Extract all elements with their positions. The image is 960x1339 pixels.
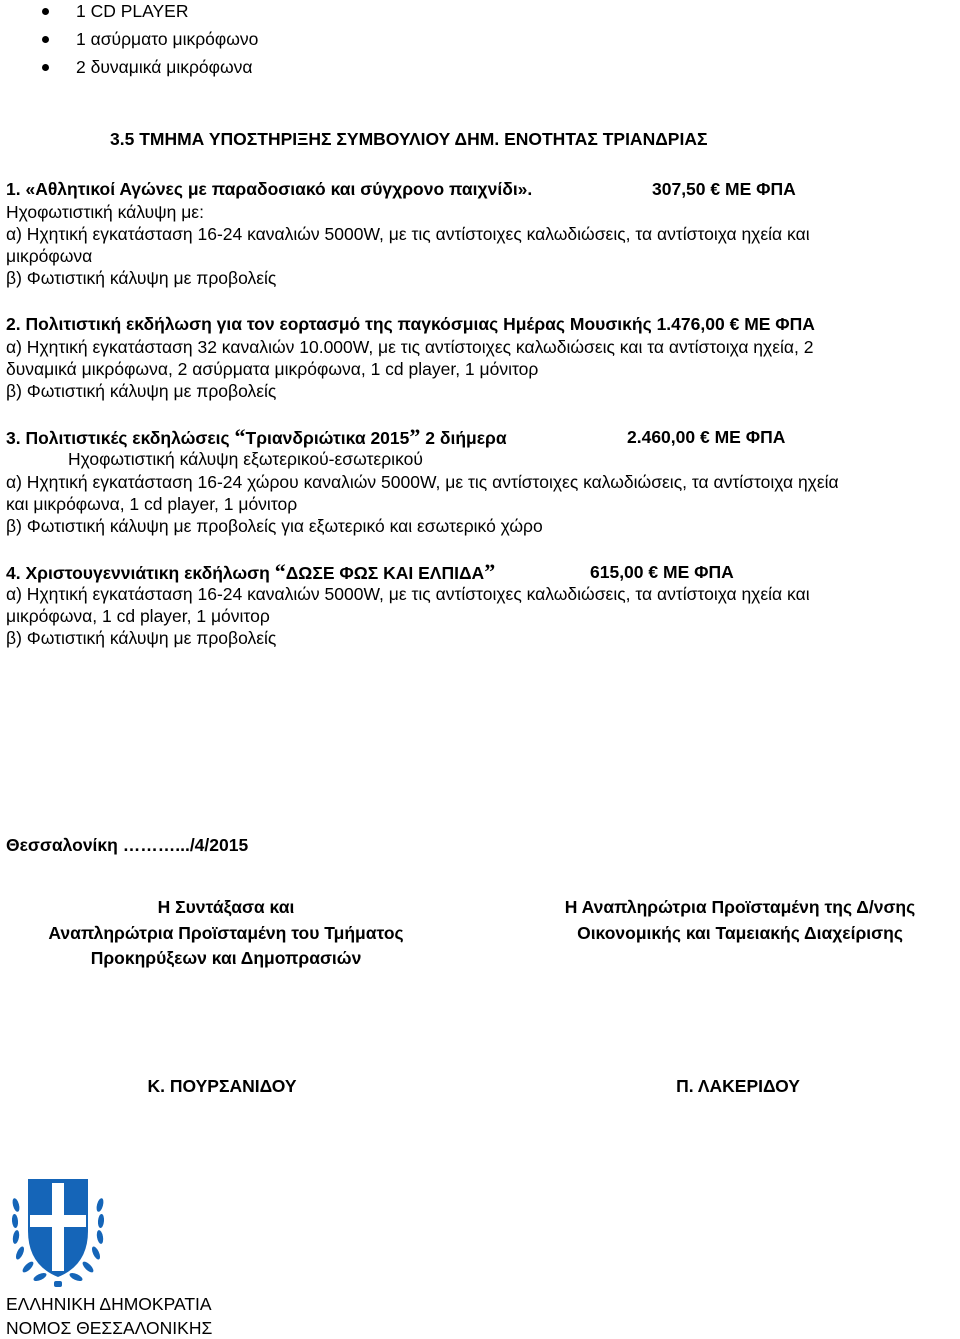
item4-b: β) Φωτιστική κάλυψη με προβολείς (6, 628, 277, 648)
euro-icon: € (710, 179, 721, 199)
bullet-dot (42, 64, 49, 71)
item3-event: Τριανδριώτικα 2015 (245, 428, 410, 448)
euro-icon: € (648, 562, 659, 582)
item1-title: 1. «Αθλητικοί Αγώνες με παραδοσιακό και σύγχρονο παιχνίδι». (6, 179, 533, 199)
item3-b: β) Φωτιστική κάλυψη με προβολείς για εξωτερικό και εσωτερικό χώρο (6, 516, 543, 536)
item2-a-line2: δυναμικά μικρόφωνα, 2 ασύρματα μικρόφωνα, 1 cd player, 1 μόνιτορ (6, 359, 539, 379)
item3-a-line1: α) Ηχητική εγκατάσταση 16-24 χώρου καναλιών 5000W, με τις αντίστοιχες καλωδιώσεις, τα αντίστοιχα ηχεία (6, 472, 839, 492)
item4-vat: ΜΕ ΦΠΑ (663, 562, 734, 582)
close-quote: ” (484, 559, 496, 584)
item4-heading (6, 561, 495, 584)
item3-title-suffix: 2 διήμερα (425, 428, 507, 448)
signatory-left-line2: Αναπληρώτρια Προϊσταμένη του Τμήματος (48, 923, 404, 943)
bullet-item: 2 δυναμικά μικρόφωνα (76, 57, 253, 77)
footer-line1: ΕΛΛΗΝΙΚΗ ΔΗΜΟΚΡΑΤΙΑ (6, 1294, 212, 1314)
signatory-left-line3: Προκηρύξεων και Δημοπρασιών (90, 948, 362, 968)
signatory-right-name: Π. ΛΑΚΕΡΙΔΟΥ (676, 1076, 800, 1096)
close-quote: ” (409, 424, 421, 449)
bullet-item: 1 CD PLAYER (76, 1, 189, 21)
item1-intro: Ηχοφωτιστική κάλυψη με: (6, 202, 204, 222)
open-quote: “ (274, 559, 286, 584)
signatory-left-line1: Η Συντάξασα και (157, 897, 295, 917)
euro-icon: € (700, 427, 710, 447)
item2-a-line1: α) Ηχητική εγκατάσταση 32 καναλιών 10.000W, με τις αντίστοιχες καλωδιώσεις και τα αντίστοιχα ηχεία, 2 (6, 337, 814, 357)
item3-price-value: 2.460,00 (627, 427, 696, 447)
item2-heading (6, 313, 815, 335)
item3-price (627, 426, 785, 448)
bullet-dot (42, 8, 49, 15)
item4-event: ΔΩΣΕ ΦΩΣ ΚΑΙ ΕΛΠΙΔΑ (285, 563, 485, 583)
item2-b: β) Φωτιστική κάλυψη με προβολείς (6, 381, 277, 401)
date-line: Θεσσαλονίκη ……….../4/2015 (6, 835, 249, 855)
item1-price (652, 178, 796, 200)
section-heading: 3.5 ΤΜΗΜΑ ΥΠΟΣΤΗΡΙΞΗΣ ΣΥΜΒΟΥΛΙΟΥ ΔΗΜ. ΕΝΟΤΗΤΑΣ ΤΡΙΑΝΔΡΙΑΣ (110, 129, 708, 149)
signatory-right-line2: Οικονομικής και Ταμειακής Διαχείρισης (577, 923, 903, 943)
item2-vat: ΜΕ ΦΠΑ (744, 314, 815, 334)
item2-price-value: 1.476,00 (656, 314, 725, 334)
item1-b: β) Φωτιστική κάλυψη με προβολείς (6, 268, 277, 288)
item4-a-line2: μικρόφωνα, 1 cd player, 1 μόνιτορ (6, 606, 270, 626)
item4-price-value: 615,00 (590, 562, 644, 582)
euro-icon: € (729, 314, 740, 334)
signatory-right-line1: Η Αναπληρώτρια Προϊσταμένη της Δ/νσης (564, 897, 916, 917)
bullet-item: 1 ασύρματο μικρόφωνο (76, 29, 259, 49)
item4-price (590, 561, 734, 583)
open-quote: “ (234, 424, 246, 449)
bullet-dot (42, 36, 49, 43)
item3-a-line2: και μικρόφωνα, 1 cd player, 1 μόνιτορ (6, 494, 298, 514)
item4-title-prefix: 4. Χριστουγεννιάτικη εκδήλωση (6, 563, 270, 583)
item1-price-value: 307,50 (652, 179, 706, 199)
footer-line2: ΝΟΜΟΣ ΘΕΣΣΑΛΟΝΙΚΗΣ (6, 1318, 213, 1338)
item4-a-line1: α) Ηχητική εγκατάσταση 16-24 καναλιών 5000W, με τις αντίστοιχες καλωδιώσεις, τα αντίστοιχα ηχεία και (6, 584, 810, 604)
item1-a-line1: α) Ηχητική εγκατάσταση 16-24 καναλιών 5000W, με τις αντίστοιχες καλωδιώσεις, τα αντίστοιχα ηχεία και (6, 224, 810, 244)
item1-vat: ΜΕ ΦΠΑ (725, 179, 796, 199)
item3-heading (6, 426, 507, 449)
item3-intro: Ηχοφωτιστική κάλυψη εξωτερικού-εσωτερικού (68, 449, 423, 469)
item3-title-prefix: 3. Πολιτιστικές εκδηλώσεις (6, 428, 230, 448)
item3-vat: ΜΕ ΦΠΑ (714, 427, 786, 447)
item2-title: 2. Πολιτιστική εκδήλωση για τον εορτασμό της παγκόσμιας Ημέρας Μουσικής (6, 314, 652, 334)
item1-a-line2: μικρόφωνα (6, 246, 93, 266)
signatory-left-name: Κ. ΠΟΥΡΣΑΝΙΔΟΥ (147, 1076, 297, 1096)
greek-emblem-icon (10, 1173, 106, 1291)
